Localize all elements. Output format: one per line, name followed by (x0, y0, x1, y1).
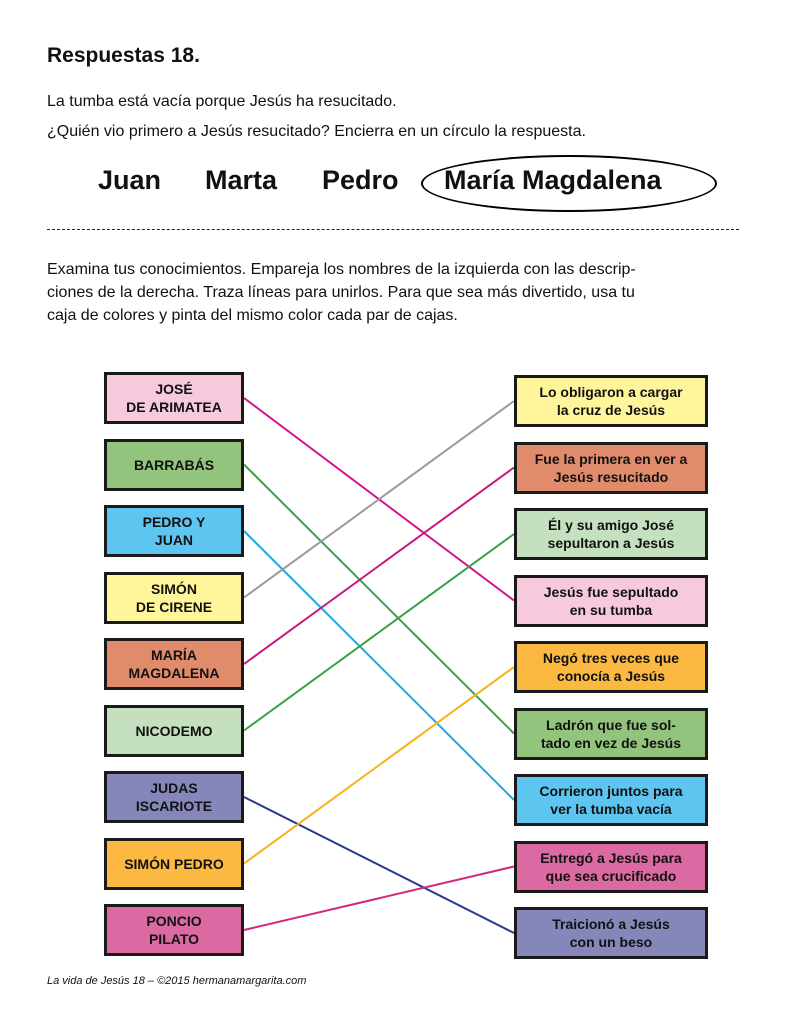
match-line-2 (244, 465, 514, 734)
match-line-4 (244, 401, 514, 598)
match-line-7 (244, 797, 514, 933)
choice-pedro: Pedro (322, 165, 399, 195)
footer-credit: La vida de Jesús 18 – ©2015 hermanamargarita.com (47, 975, 307, 987)
name-box-barrabas[interactable]: BARRABÁS (104, 439, 244, 491)
description-box-9[interactable]: Traicionó a Jesús con un beso (514, 907, 708, 959)
instructions-text: Examina tus conocimientos. Empareja los nombres de la izquierda con las descrip- ciones de la derecha. Traza líneas para unirlos. Para que sea más divertido, usa tu caja de colores y pinta del mismo color cada par de cajas. (47, 261, 636, 324)
match-line-5 (244, 468, 514, 665)
name-box-jose-de-arimatea[interactable]: JOSÉ DE ARIMATEA (104, 372, 244, 424)
choice-marta: Marta (205, 165, 278, 195)
match-line-6 (244, 534, 514, 731)
description-box-4[interactable]: Jesús fue sepultado en su tumba (514, 575, 708, 627)
choice-juan: Juan (98, 165, 162, 195)
name-box-maria-magdalena[interactable]: MARÍA MAGDALENA (104, 638, 244, 690)
question-text: ¿Quién vio primero a Jesús resucitado? Encierra en un círculo la respuesta. (47, 123, 586, 140)
description-box-3[interactable]: Él y su amigo José sepultaron a Jesús (514, 508, 708, 560)
name-box-judas-iscariote[interactable]: JUDAS ISCARIOTE (104, 771, 244, 823)
name-box-simon-pedro[interactable]: SIMÓN PEDRO (104, 838, 244, 890)
match-line-8 (244, 667, 514, 864)
description-box-1[interactable]: Lo obligaron a cargar la cruz de Jesús (514, 375, 708, 427)
name-box-simon-de-cirene[interactable]: SIMÓN DE CIRENE (104, 572, 244, 624)
description-box-5[interactable]: Negó tres veces que conocía a Jesús (514, 641, 708, 693)
choice-maria-magdalena: María Magdalena (444, 165, 662, 195)
name-box-nicodemo[interactable]: NICODEMO (104, 705, 244, 757)
description-box-7[interactable]: Corrieron juntos para ver la tumba vacía (514, 774, 708, 826)
intro-text: La tumba está vacía porque Jesús ha resucitado. (47, 93, 397, 110)
match-line-9 (244, 867, 514, 931)
page-title: Respuestas 18. (47, 44, 200, 67)
description-box-8[interactable]: Entregó a Jesús para que sea crucificado (514, 841, 708, 893)
name-box-pedro-y-juan[interactable]: PEDRO Y JUAN (104, 505, 244, 557)
description-box-2[interactable]: Fue la primera en ver a Jesús resucitado (514, 442, 708, 494)
description-box-6[interactable]: Ladrón que fue sol- tado en vez de Jesús (514, 708, 708, 760)
name-box-poncio-pilato[interactable]: PONCIO PILATO (104, 904, 244, 956)
